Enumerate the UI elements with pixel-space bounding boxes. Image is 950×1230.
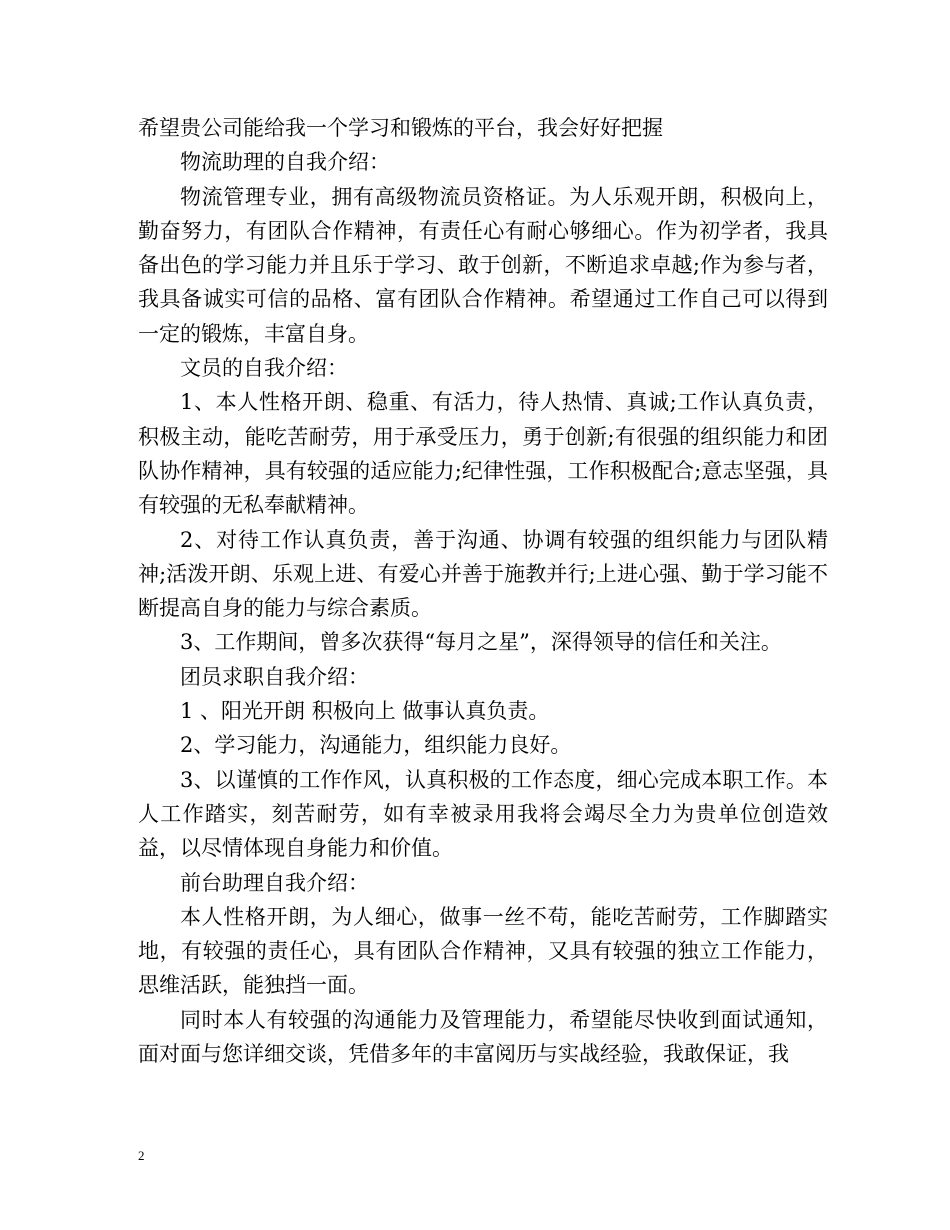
heading-front-desk-assistant: 前台助理自我介绍： — [180, 870, 369, 895]
paragraph-league-member-2: 2、学习能力，沟通能力，组织能力良好。 — [180, 733, 572, 758]
paragraph-front-desk-1: 本人性格开朗，为人细心，做事一丝不苟，能吃苦耐劳，工作脚踏实地，有较强的责任心，具有团队合作精神，又具有较强的独立工作能力，思维活跃，能独挡一面。 — [138, 904, 828, 998]
paragraph-clerk-3: 3、工作期间，曾多次获得“每月之星”，深得领导的信任和关注。 — [180, 630, 782, 655]
page-number: 2 — [138, 1148, 145, 1163]
paragraph-front-desk-2: 同时本人有较强的沟通能力及管理能力，希望能尽快收到面试通知，面对面与您详细交谈，凭借多年的丰富阅历与实战经验，我敢保证，我 — [138, 1007, 828, 1067]
paragraph-intro-closing: 希望贵公司能给我一个学习和锻炼的平台，我会好好把握 — [138, 116, 663, 140]
heading-logistics-assistant: 物流助理的自我介绍： — [180, 150, 390, 175]
paragraph-clerk-2: 2、对待工作认真负责，善于沟通、协调有较强的组织能力与团队精神;活泼开朗、乐观上进、有爱心并善于施教并行;上进心强、勤于学习能不断提高自身的能力与综合素质。 — [138, 527, 828, 621]
paragraph-logistics-assistant: 物流管理专业，拥有高级物流员资格证。为人乐观开朗，积极向上，勤奋努力，有团队合作精神，有责任心有耐心够细心。作为初学者，我具备出色的学习能力并且乐于学习、敢于创新，不断追求卓越;作为参与者，我具备诚实可信的品格、富有团队合作精神。希望通过工作自己可以得到一定的锻炼，丰富自身。 — [138, 184, 828, 346]
document-body — [138, 111, 828, 1071]
heading-league-member: 团员求职自我介绍： — [180, 664, 369, 689]
paragraph-league-member-3: 3、以谨慎的工作作风，认真积极的工作态度，细心完成本职工作。本人工作踏实，刻苦耐劳，如有幸被录用我将会竭尽全力为贵单位创造效益，以尽情体现自身能力和价值。 — [138, 767, 828, 861]
paragraph-clerk-1: 1、本人性格开朗、稳重、有活力，待人热情、真诚;工作认真负责，积极主动，能吃苦耐劳，用于承受压力，勇于创新;有很强的组织能力和团队协作精神，具有较强的适应能力;纪律性强，工作积极配合;意志坚强，具有较强的无私奉献精神。 — [138, 390, 828, 518]
heading-clerk: 文员的自我介绍： — [180, 356, 348, 381]
paragraph-league-member-1: 1 、阳光开朗 积极向上 做事认真负责。 — [180, 699, 550, 724]
